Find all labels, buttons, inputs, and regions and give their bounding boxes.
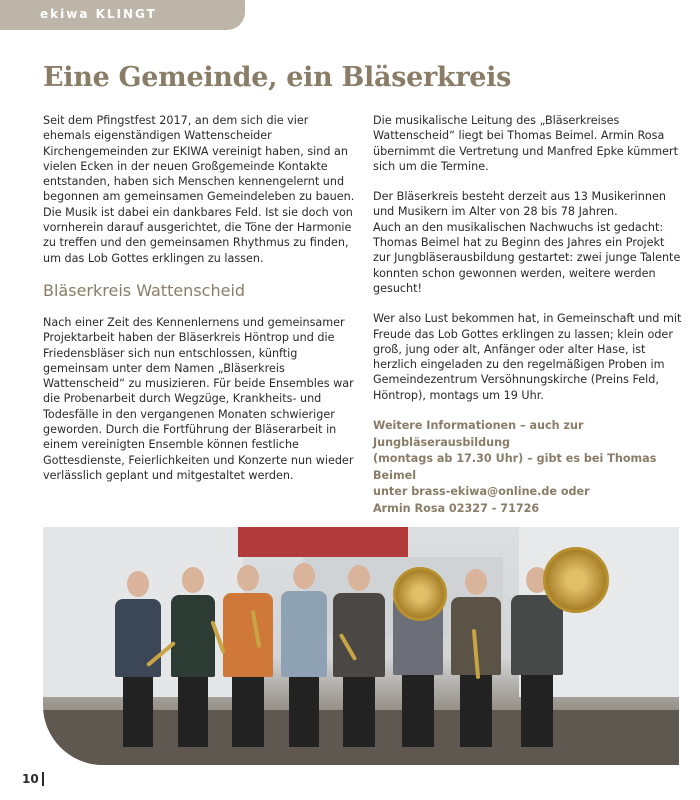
youth-paragraph: Auch an den musikalischen Nachwuchs ist gedacht: Thomas Beimel hat zu Beginn des Jahres ein Projekt zur Jungbläserausbildung gestartet: zwei junge Talente konnten schon gewonnen werden, weitere werden gesucht! [373, 220, 681, 295]
info-block [373, 418, 683, 517]
section-tab-label: ekiwa KLINGT [40, 7, 157, 21]
intro-paragraph: Seit dem Pfingstfest 2017, an dem sich die vier ehemals eigenständigen Wattenscheider Kirchengemeinden zur EKIWA vereinigt haben, sind an vielen Ecken in der neuen Großgemeinde Kontakte entstanden, haben sich Menschen kennengelernt und begonnen am gemeinsamen Gemeindeleben zu bauen. Die Musik ist dabei ein dankbares Feld. Ist sie doch von vornherein darauf ausgerichtet, die Töne der Harmonie zu treffen und den gemeinsamen Rhythmus zu finden, um das Lob Gottes erklingen zu lassen. [43, 114, 355, 265]
invitation-paragraph: Wer also Lust bekommen hat, in Gemeinschaft und mit Freude das Lob Gottes erklingen zu lassen; klein oder groß, jung oder alt, Anfänger oder alter Hase, ist herzlich eingeladen zu den regelmäßigen Proben im Gemeindezentrum Versöhnungskirche (Preins Feld, Höntrop), montags um 19 Uhr. [373, 312, 682, 402]
leadership-paragraph: Die musikalische Leitung des „Bläserkreises Wattenscheid“ liegt bei Thomas Beimel. Armin Rosa übernimmt die Vertretung und Manfred Epke kümmert sich um die Termine. [373, 114, 679, 173]
ensemble-paragraph: Nach einer Zeit des Kennenlernens und gemeinsamer Projektarbeit haben der Bläserkreis Höntrop und die Friedensbläser sich nun entschlossen, künftig gemeinsam unter dem Namen „Bläserkreis Wattenscheid“ zu musizieren. Für beide Ensembles war die Probenarbeit durch Wegzüge, Krankheits- und Todesfälle in den vergangenen Monaten schwieriger geworden. Durch die Fortführung der Bläserarbeit in einem vereinigten Ensemble können festliche Gottesdienste, Feierlichkeiten und Konzerte nun wieder verlässlich geplant und mitgestaltet werden. [43, 315, 354, 482]
section-tab [0, 0, 245, 30]
tuba-instrument [543, 547, 609, 613]
info-line: (montags ab 17.30 Uhr) – gibt es bei Thomas Beimel [373, 452, 657, 482]
right-column [373, 113, 683, 517]
info-phone-line: Armin Rosa 02327 - 71726 [373, 501, 540, 515]
info-email-line[interactable]: unter brass-ekiwa@online.de oder [373, 485, 590, 499]
article-headline: Eine Gemeinde, ein Bläserkreis [43, 62, 511, 93]
members-paragraph: Der Bläserkreis besteht derzeit aus 13 Musikerinnen und Musikern im Alter von 28 bis 78 Jahren. [373, 190, 666, 219]
page-number: 10 [22, 772, 44, 786]
musician-figure [333, 565, 385, 747]
musician-figure [223, 565, 273, 747]
photo-banner [238, 527, 408, 557]
musician-figure [171, 567, 215, 747]
tuba-instrument [393, 567, 447, 621]
musician-figure [281, 563, 327, 747]
group-photo [43, 527, 679, 765]
subheading: Bläserkreis Wattenscheid [43, 280, 246, 300]
info-line: Weitere Informationen – auch zur Jungbläserausbildung [373, 419, 584, 449]
left-column [43, 113, 355, 498]
